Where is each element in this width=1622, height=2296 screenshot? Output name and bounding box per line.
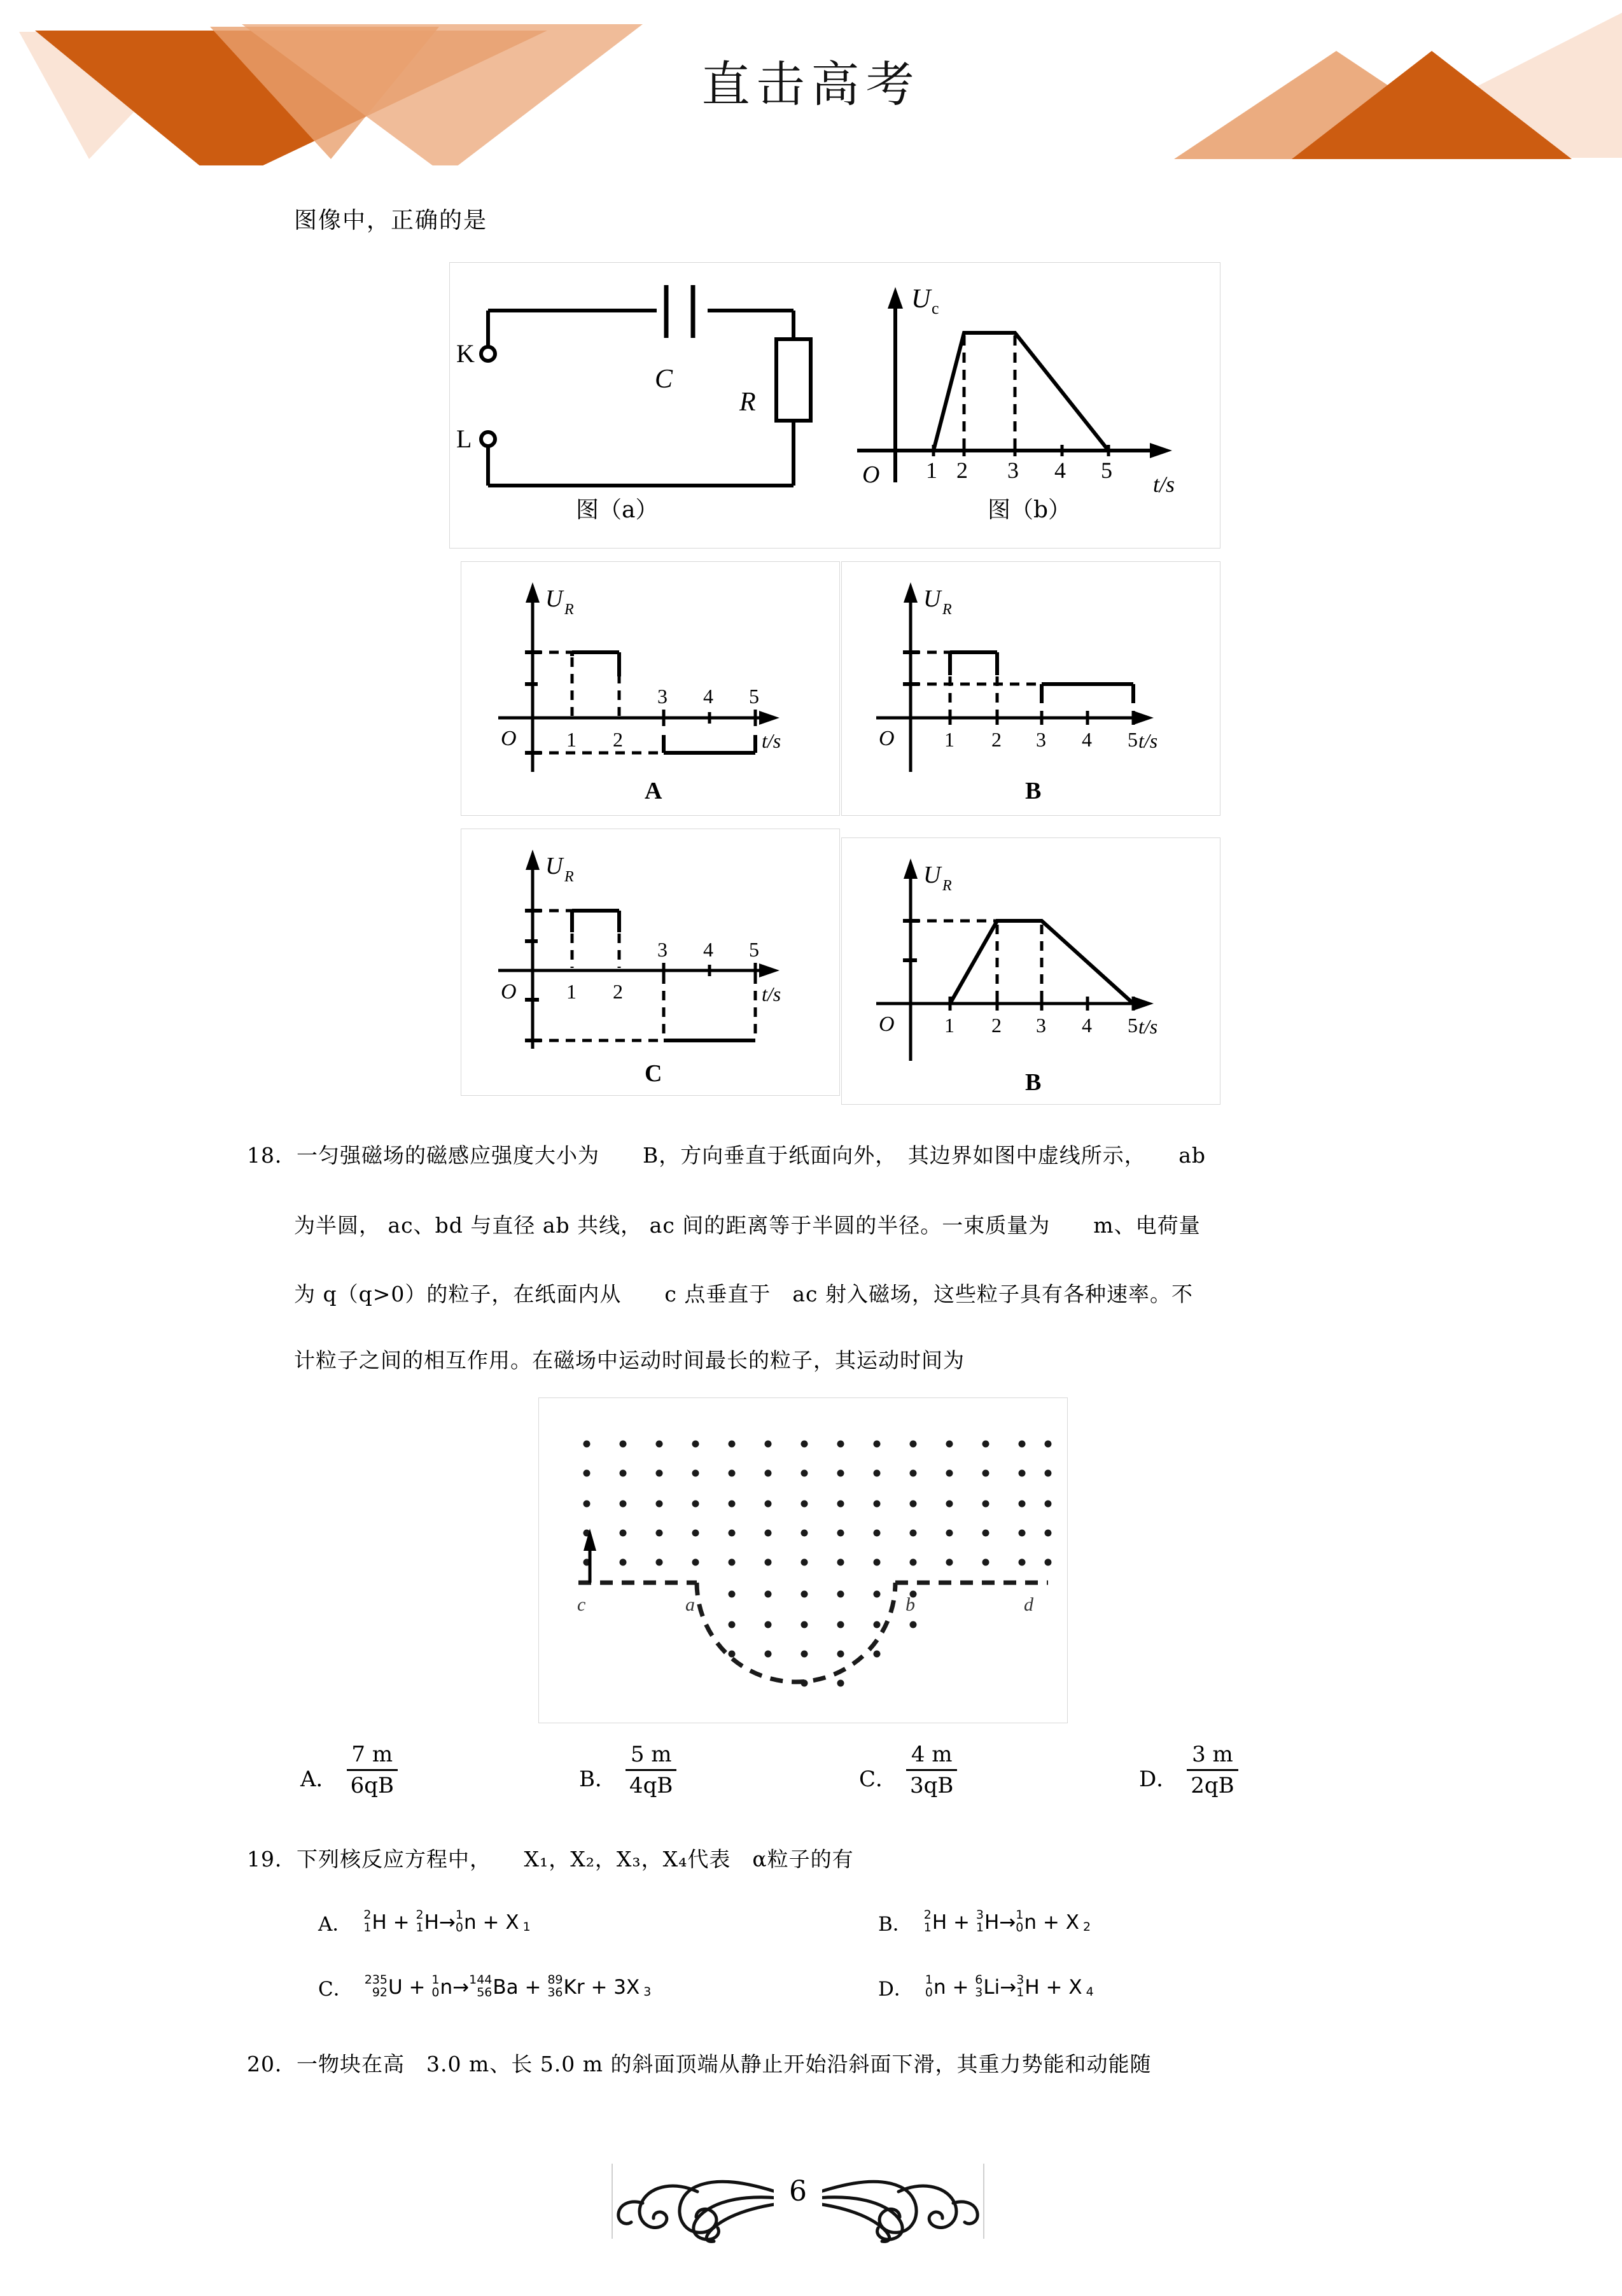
isotope-h3: 3 1 [975, 1908, 984, 1935]
arrow-operator-3: → [452, 1975, 470, 1999]
fraction-c [906, 1742, 957, 1798]
symbol-h-c: H [932, 1910, 947, 1934]
option-b1-origin: O [879, 727, 895, 750]
option-a-tick-3: 3 [657, 685, 668, 708]
figure-option-b2-graph [841, 837, 1220, 1105]
symbol-x-index-3: 3 [640, 1984, 652, 1999]
resistor-label: R [739, 388, 756, 417]
option-b2-tick-1: 1 [944, 1014, 954, 1037]
isotope-kr89: 89 36 [547, 1973, 563, 1999]
fraction-d-denominator: 2qB [1191, 1773, 1234, 1799]
fraction-c-denominator: 3qB [910, 1773, 954, 1799]
arrow-operator-4: → [1000, 1975, 1017, 1999]
option-b1-tick-3: 3 [1036, 728, 1046, 751]
symbol-x-index-2: 2 [1079, 1919, 1091, 1934]
isotope-n1: 1 0 [455, 1908, 463, 1935]
plus-operator-4: + [1037, 1910, 1066, 1934]
graph-b-origin: O [862, 461, 880, 488]
symbol-n-b: n [1024, 1910, 1037, 1934]
graph-b-tick-5: 5 [1101, 458, 1112, 483]
option-a-y-axis-sub: R [564, 601, 574, 618]
figure-circuit-and-uc-graph [449, 262, 1220, 549]
option-b2-tick-2: 2 [991, 1014, 1002, 1037]
symbol-x: X [505, 1910, 519, 1934]
option-c-label: C． [859, 1767, 898, 1793]
option-c-y-axis-label: U [545, 853, 563, 879]
q19-option-b-label: B． [878, 1913, 912, 1936]
graph-b-y-axis-label: U [911, 284, 931, 314]
fraction-a [347, 1742, 398, 1798]
figure-option-a-graph [461, 561, 840, 816]
isotope-n1-b: 1 0 [1016, 1908, 1024, 1935]
plus-operator-2: + [476, 1910, 506, 1934]
option-b1-y-axis-label: U [923, 585, 941, 612]
fraction-d [1187, 1742, 1238, 1798]
option-a-label: A． [300, 1767, 338, 1793]
option-b2-label: B [1025, 1069, 1042, 1096]
option-c-tick-5: 5 [749, 938, 759, 961]
option-b2-y-axis-label: U [923, 862, 941, 888]
figure-magnetic-field-region [538, 1397, 1068, 1723]
option-c-x-axis-label: t/s [762, 983, 781, 1005]
plus-operator-8: + [946, 1975, 975, 1999]
option-b2-x-axis-label: t/s [1138, 1015, 1158, 1038]
field-point-label-b: b [905, 1594, 915, 1615]
graph-b-x-axis-label: t/s [1153, 472, 1175, 497]
fraction-a-denominator: 6qB [350, 1773, 394, 1799]
fraction-c-numerator: 4 m [911, 1742, 953, 1767]
fraction-b-denominator: 4qB [629, 1773, 673, 1799]
option-b-label: B． [579, 1767, 617, 1793]
circuit-terminal-l-label: L [456, 424, 472, 453]
page-footer [601, 2164, 995, 2253]
isotope-h2: 2 1 [363, 1908, 372, 1935]
graph-b-tick-4: 4 [1054, 458, 1066, 483]
plus-operator-6: + [518, 1975, 548, 1999]
symbol-x-index: 1 [519, 1919, 531, 1934]
symbol-x-2: X [1065, 1910, 1079, 1934]
field-point-label-c: c [577, 1594, 586, 1615]
question-19-option-c[interactable] [318, 1973, 651, 2001]
fraction-d-bar [1187, 1769, 1238, 1771]
symbol-h: H [372, 1910, 387, 1934]
field-point-label-a: a [685, 1594, 695, 1615]
isotope-ba144: 144 56 [469, 1973, 493, 1999]
symbol-kr: Kr [563, 1975, 585, 1999]
question-19-option-d[interactable] [878, 1973, 1094, 2001]
q19-option-c-label: C． [318, 1978, 353, 2001]
page-number: 6 [789, 2175, 807, 2208]
symbol-x-index-4: 4 [1082, 1984, 1094, 1999]
lead-question-text: 图像中，正确的是 [294, 207, 488, 234]
figure-b-caption: 图（b） [988, 497, 1072, 523]
option-a-label: A [645, 778, 662, 804]
graph-b-tick-3: 3 [1007, 458, 1019, 483]
option-b1-tick-2: 2 [991, 728, 1002, 751]
fraction-b [626, 1742, 676, 1798]
symbol-x-4: X [1068, 1975, 1082, 1999]
option-a-tick-5: 5 [749, 685, 759, 708]
circuit-terminal-k-label: K [456, 339, 475, 368]
question-20-line-1: 20．一物块在高 3.0 m、长 5.0 m 的斜面顶端从静止开始沿斜面下滑，其重力势能和动能随 [247, 2052, 1152, 2076]
option-b1-tick-4: 4 [1082, 728, 1092, 751]
arrow-operator-2: → [999, 1910, 1016, 1934]
symbol-h-d: H [984, 1910, 1000, 1934]
option-b2-y-axis-sub: R [942, 878, 952, 894]
isotope-n1-c: 1 0 [431, 1973, 440, 1999]
question-18-line-3: 为 q（q>0）的粒子，在纸面内从 c 点垂直于 ac 射入磁场，这些粒子具有各种速率。不 [294, 1282, 1194, 1306]
question-18-line-1: 18．一匀强磁场的磁感应强度大小为 B，方向垂直于纸面向外， 其边界如图中虚线所示， ab [247, 1143, 1206, 1168]
option-b2-tick-4: 4 [1082, 1014, 1092, 1037]
fraction-a-numerator: 7 m [351, 1742, 393, 1767]
question-18-line-2: 为半圆， ac、bd 与直径 ab 共线， ac 间的距离等于半圆的半径。一束质量为 m、电荷量 [294, 1213, 1201, 1238]
option-d-label: D． [1139, 1767, 1178, 1793]
symbol-u: U [388, 1975, 403, 1999]
question-18-option-b[interactable] [579, 1742, 676, 1798]
symbol-h-e: H [1024, 1975, 1040, 1999]
option-b2-origin: O [879, 1012, 895, 1036]
symbol-n: n [463, 1910, 477, 1934]
figure-a-caption: 图（a） [576, 497, 659, 523]
question-18-option-a[interactable] [300, 1742, 398, 1798]
plus-operator-5: + [402, 1975, 432, 1999]
option-b1-tick-5: 5 [1128, 728, 1138, 751]
option-b2-tick-5: 5 [1128, 1014, 1138, 1037]
symbol-li: Li [983, 1975, 1000, 1999]
symbol-n-c: n [440, 1975, 453, 1999]
plus-operator-7: + [584, 1975, 614, 1999]
option-a-y-axis-label: U [545, 585, 563, 612]
capacitor-label: C [655, 365, 673, 394]
option-c-origin: O [501, 980, 517, 1004]
graph-b-tick-2: 2 [956, 458, 968, 483]
option-a-origin: O [501, 727, 517, 750]
q19-option-a-label: A． [318, 1913, 353, 1936]
option-b1-label: B [1025, 778, 1042, 804]
question-18-option-d[interactable] [1139, 1742, 1238, 1798]
fraction-d-numerator: 3 m [1192, 1742, 1233, 1767]
fraction-a-bar [347, 1769, 398, 1771]
option-c-tick-3: 3 [657, 938, 668, 961]
field-point-label-d: d [1024, 1594, 1033, 1615]
isotope-h2-c: 2 1 [923, 1908, 932, 1935]
option-a-tick-2: 2 [613, 728, 623, 751]
option-c-label: C [645, 1060, 662, 1087]
isotope-n1-d: 1 0 [925, 1973, 933, 1999]
plus-operator: + [386, 1910, 416, 1934]
option-c-tick-1: 1 [566, 980, 577, 1003]
isotope-h3-b: 3 1 [1016, 1973, 1024, 1999]
plus-operator-9: + [1039, 1975, 1069, 1999]
question-18-line-4: 计粒子之间的相互作用。在磁场中运动时间最长的粒子，其运动时间为 [294, 1348, 965, 1373]
isotope-h2-b: 2 1 [416, 1908, 424, 1935]
option-b2-tick-3: 3 [1036, 1014, 1046, 1037]
graph-b-tick-1: 1 [926, 458, 937, 483]
option-c-y-axis-sub: R [564, 869, 574, 885]
figure-option-c-graph [461, 829, 840, 1096]
isotope-u235: 235 92 [364, 1973, 388, 1999]
question-19-line-1: 19．下列核反应方程中， X₁，X₂，X₃，X₄代表 α粒子的有 [247, 1847, 854, 1872]
plus-operator-3: + [947, 1910, 976, 1934]
symbol-3x: 3X [613, 1975, 640, 1999]
arrow-operator: → [438, 1910, 456, 1934]
graph-b-y-axis-sub: c [932, 299, 939, 318]
symbol-n-d: n [933, 1975, 946, 1999]
option-a-x-axis-label: t/s [762, 729, 781, 752]
option-a-tick-4: 4 [703, 685, 713, 708]
q19-option-d-label: D． [878, 1978, 914, 2001]
option-b1-tick-1: 1 [944, 728, 954, 751]
fraction-c-bar [906, 1769, 957, 1771]
option-b1-x-axis-label: t/s [1138, 729, 1158, 752]
question-19-option-a[interactable] [318, 1908, 531, 1936]
question-19-option-b[interactable] [878, 1908, 1091, 1936]
fraction-b-bar [626, 1769, 676, 1771]
option-c-tick-2: 2 [613, 980, 623, 1003]
figure-option-b1-graph [841, 561, 1220, 816]
symbol-h-b: H [424, 1910, 439, 1934]
question-18-option-c[interactable] [859, 1742, 957, 1798]
option-b1-y-axis-sub: R [942, 601, 952, 618]
fraction-b-numerator: 5 m [630, 1742, 672, 1767]
option-a-tick-1: 1 [566, 728, 577, 751]
symbol-ba: Ba [493, 1975, 519, 1999]
option-c-tick-4: 4 [703, 938, 713, 961]
page-title: 直击高考 [701, 56, 921, 113]
isotope-li6: 6 3 [975, 1973, 983, 1999]
